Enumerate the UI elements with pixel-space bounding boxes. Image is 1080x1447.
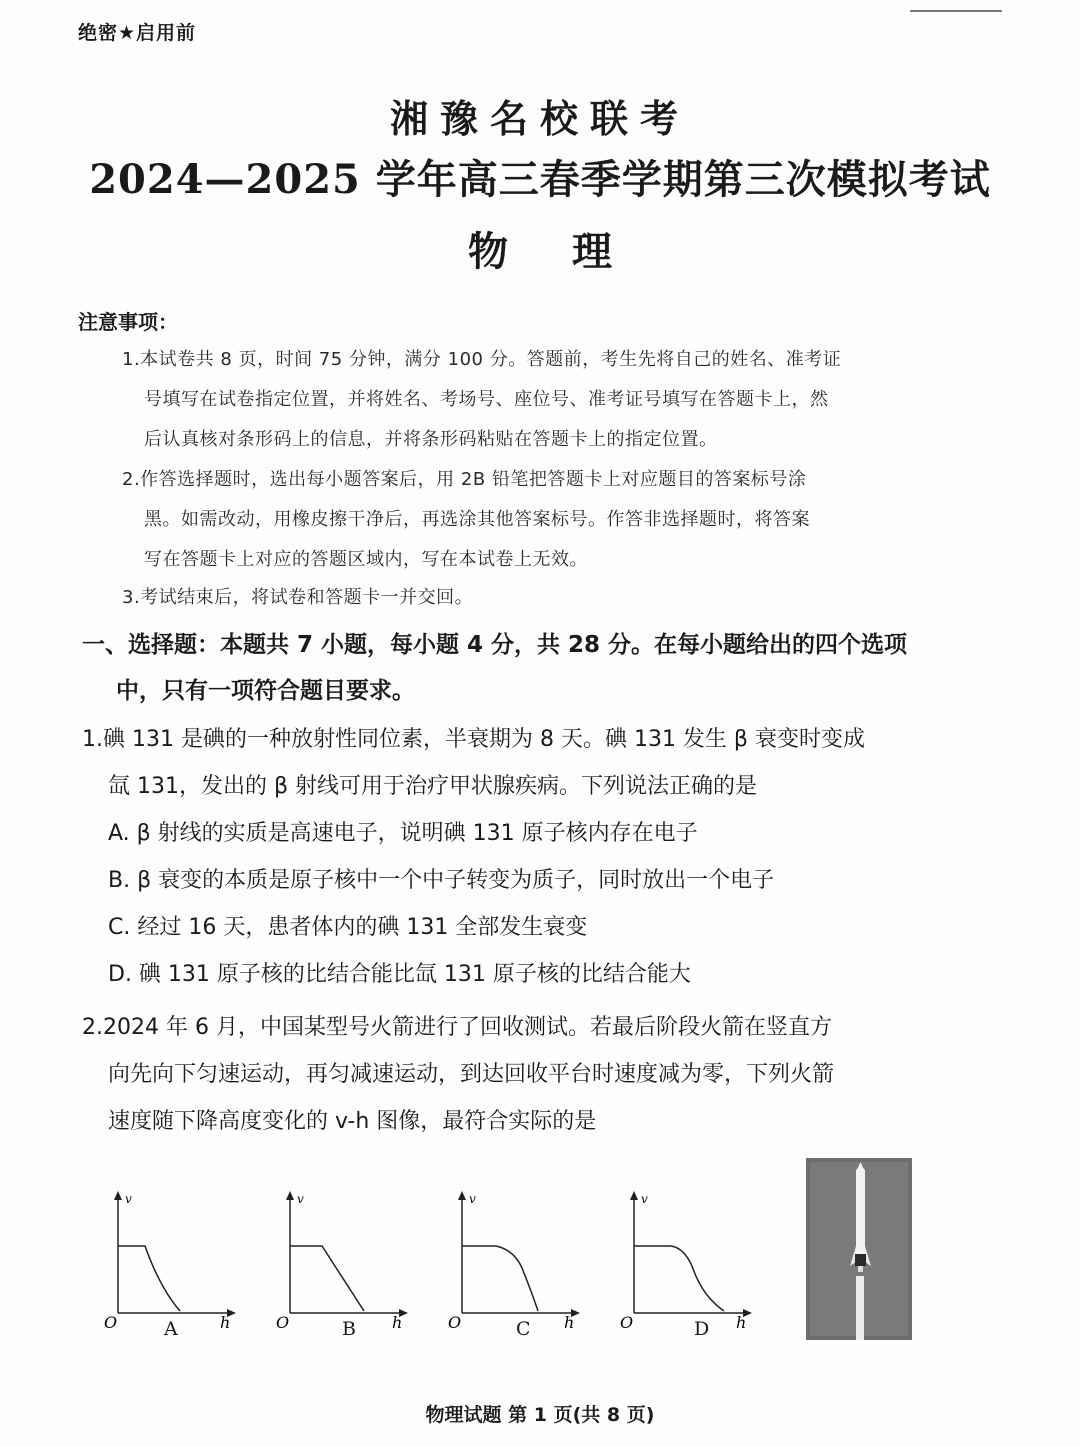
- graph-c-svg: [444, 1188, 584, 1338]
- page-footer: 物理试题 第 1 页(共 8 页): [425, 1404, 655, 1426]
- section-heading-line: 一、选择题：本题共 7 小题，每小题 4 分，共 28 分。在每小题给出的四个选项: [82, 632, 908, 658]
- option-a: A. β 射线的实质是高速电子，说明碘 131 原子核内存在电子: [108, 821, 698, 846]
- option-b: B. β 衰变的本质是原子核中一个中子转变为质子，同时放出一个电子: [108, 868, 775, 893]
- notice-line: 1.本试卷共 8 页，时间 75 分钟，满分 100 分。答题前，考生先将自己的姓名、准考证: [122, 349, 842, 370]
- curve: [118, 1246, 180, 1311]
- x-axis-label: h: [736, 1313, 747, 1332]
- notice-item-3: [122, 578, 1000, 618]
- title-exam: 2024—2025 学年高三春季学期第三次模拟考试: [89, 156, 991, 203]
- question-2: [82, 1004, 1022, 1145]
- y-axis-arrow: [286, 1191, 294, 1200]
- notice-line: 后认真核对条形码上的信息，并将条形码粘贴在答题卡上的指定位置。: [144, 429, 718, 450]
- title-school: 湘豫名校联考: [389, 96, 690, 141]
- option-d: D. 碘 131 原子核的比结合能比氙 131 原子核的比结合能大: [108, 962, 691, 987]
- x-axis-label: h: [392, 1313, 403, 1332]
- origin-label: O: [276, 1313, 290, 1332]
- notice-line: 黑。如需改动，用橡皮擦干净后，再选涂其他答案标号。作答非选择题时，将答案: [144, 509, 810, 530]
- section-heading-line: 中，只有一项符合题目要求。: [116, 678, 415, 704]
- question-1: [82, 716, 1022, 998]
- curve: [462, 1246, 538, 1311]
- notice-line: 2.作答选择题时，选出每小题答案后，用 2B 铅笔把答题卡上对应题目的答案标号涂: [122, 469, 807, 490]
- graph-d: [616, 1188, 756, 1338]
- x-axis-label: h: [220, 1313, 231, 1332]
- rocket-photo: [806, 1158, 912, 1340]
- option-c: C. 经过 16 天，患者体内的碘 131 全部发生衰变: [108, 915, 588, 940]
- origin-label: O: [620, 1313, 634, 1332]
- graph-d-svg: [616, 1188, 756, 1338]
- graph-b-label: B: [342, 1318, 356, 1340]
- question-stem-line: 1.碘 131 是碘的一种放射性同位素，半衰期为 8 天。碘 131 发生 β 衰变时变成: [82, 727, 865, 752]
- y-axis-arrow: [114, 1191, 122, 1200]
- curve: [290, 1246, 364, 1311]
- graph-b-svg: [272, 1188, 412, 1338]
- graph-a-label: A: [164, 1318, 178, 1340]
- x-axis-label: h: [564, 1313, 575, 1332]
- question-stem-line: 氙 131，发出的 β 射线可用于治疗甲状腺疾病。下列说法正确的是: [108, 774, 758, 799]
- notice-line: 号填写在试卷指定位置，并将姓名、考场号、座位号、准考证号填写在答题卡上，然: [144, 389, 829, 410]
- question-stem-line: 向先向下匀速运动，再匀减速运动，到达回收平台时速度减为零，下列火箭: [108, 1062, 835, 1087]
- notice-item-1: [122, 340, 1000, 460]
- y-axis-arrow: [630, 1191, 638, 1200]
- graph-a-svg: [100, 1188, 240, 1338]
- notice-line: 写在答题卡上对应的答题区域内，写在本试卷上无效。: [144, 549, 588, 570]
- question-stem-line: 速度随下降高度变化的 v-h 图像，最符合实际的是: [108, 1109, 597, 1134]
- graph-c: [444, 1188, 584, 1338]
- rocket-photo-svg: [806, 1158, 912, 1340]
- title-subject: 物理: [468, 228, 676, 275]
- notice-item-2: [122, 460, 1000, 580]
- graph-b: [272, 1188, 412, 1338]
- confidential-mark: 绝密★启用前: [78, 22, 197, 44]
- y-axis-label: v: [297, 1192, 304, 1206]
- notice-line: 3.考试结束后，将试卷和答题卡一并交回。: [122, 587, 474, 608]
- section-heading: [82, 622, 1012, 714]
- y-axis-label: v: [641, 1192, 648, 1206]
- graph-c-label: C: [516, 1318, 531, 1340]
- origin-label: O: [448, 1313, 462, 1332]
- curve: [634, 1246, 724, 1311]
- question-stem-line: 2.2024 年 6 月，中国某型号火箭进行了回收测试。若最后阶段火箭在竖直方: [82, 1015, 832, 1040]
- top-rule: [910, 10, 1002, 12]
- y-axis-label: v: [469, 1192, 476, 1206]
- y-axis-arrow: [458, 1191, 466, 1200]
- graph-d-label: D: [694, 1318, 710, 1340]
- notice-heading: 注意事项：: [78, 310, 178, 334]
- graph-a: [100, 1188, 240, 1338]
- origin-label: O: [104, 1313, 118, 1332]
- y-axis-label: v: [125, 1192, 132, 1206]
